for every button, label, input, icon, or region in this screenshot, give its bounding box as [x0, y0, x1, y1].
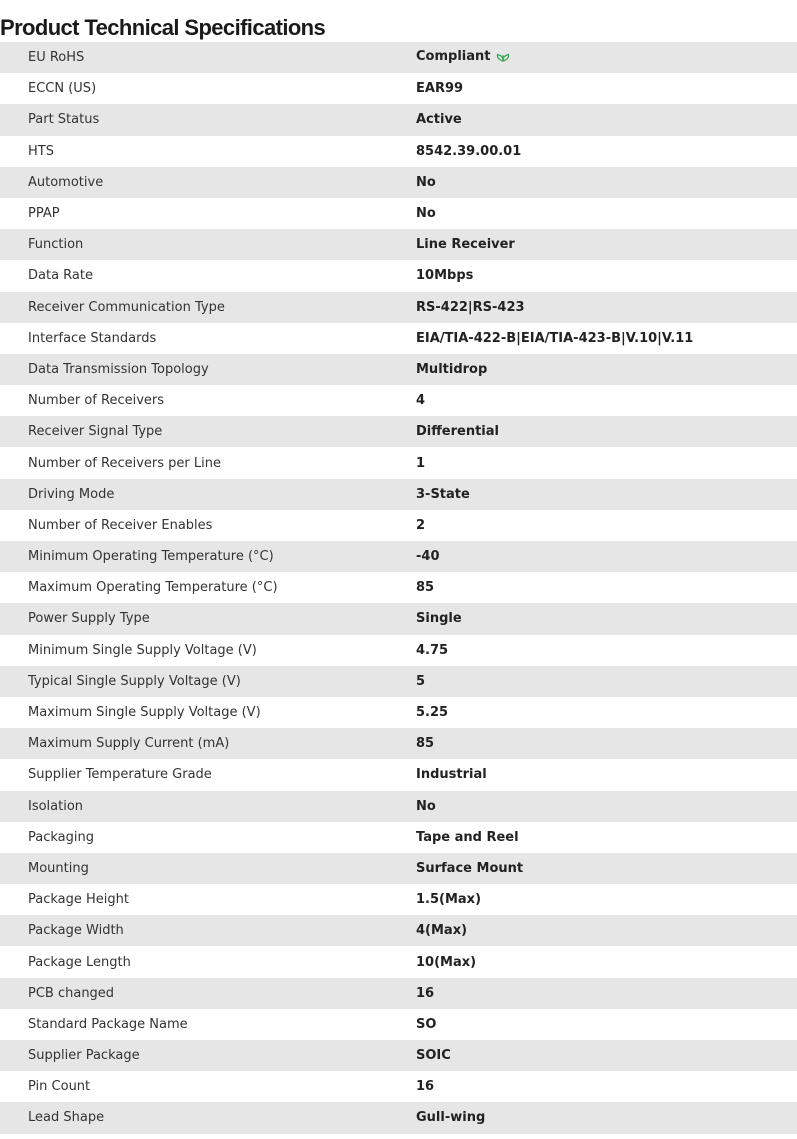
spec-row: [0, 1040, 797, 1071]
spec-value: 10(Max): [416, 954, 477, 970]
spec-label: Receiver Communication Type: [28, 299, 225, 315]
spec-label: Maximum Single Supply Voltage (V): [28, 705, 261, 721]
spec-label: Package Width: [28, 923, 124, 939]
spec-label: Pin Count: [28, 1079, 91, 1095]
spec-label: Number of Receiver Enables: [28, 517, 213, 533]
spec-value-cell: [416, 915, 797, 946]
spec-row: [0, 416, 797, 447]
spec-value-cell: [416, 978, 797, 1009]
spec-value: 2: [416, 517, 426, 533]
spec-row: [0, 198, 797, 229]
spec-value: SO: [416, 1016, 437, 1032]
spec-row: [0, 260, 797, 291]
spec-row: [0, 73, 797, 104]
spec-value: 85: [416, 736, 435, 752]
spec-label: Maximum Supply Current (mA): [28, 736, 230, 752]
spec-value: Single: [416, 611, 462, 627]
spec-row: [0, 479, 797, 510]
spec-label: HTS: [28, 143, 54, 159]
spec-value: 3-State: [416, 486, 470, 502]
spec-value: Active: [416, 112, 462, 128]
spec-row: [0, 323, 797, 354]
spec-row: [0, 136, 797, 167]
spec-label: Maximum Operating Temperature (°C): [28, 580, 278, 596]
spec-value-cell: [416, 73, 797, 104]
spec-value-cell: [416, 572, 797, 603]
spec-value-cell: [416, 728, 797, 759]
spec-label: Supplier Temperature Grade: [28, 767, 212, 783]
spec-value: No: [416, 174, 436, 190]
spec-row: [0, 635, 797, 666]
spec-value-cell: [416, 323, 797, 354]
spec-value: 4.75: [416, 642, 449, 658]
spec-label: Automotive: [28, 174, 104, 190]
page-title: Product Technical Specifications: [0, 14, 326, 40]
spec-label: Function: [28, 237, 84, 253]
spec-value: Gull-wing: [416, 1110, 486, 1126]
spec-row: [0, 229, 797, 260]
spec-row: [0, 385, 797, 416]
spec-label: Minimum Single Supply Voltage (V): [28, 642, 257, 658]
spec-value: Tape and Reel: [416, 829, 519, 845]
spec-value-cell: [416, 1040, 797, 1071]
spec-label: Mounting: [28, 860, 89, 876]
spec-value-cell: [416, 260, 797, 291]
spec-row: [0, 728, 797, 759]
spec-value-cell: [416, 385, 797, 416]
spec-value: 85: [416, 580, 435, 596]
spec-value-cell: [416, 822, 797, 853]
spec-row: [0, 853, 797, 884]
spec-value-cell: [416, 791, 797, 822]
spec-value: Differential: [416, 424, 499, 440]
spec-value: 10Mbps: [416, 268, 474, 284]
spec-row: [0, 1071, 797, 1102]
spec-row: [0, 354, 797, 385]
spec-value-cell: [416, 1009, 797, 1040]
spec-row: [0, 884, 797, 915]
spec-row: [0, 292, 797, 323]
spec-value: 1: [416, 455, 426, 471]
spec-label: Packaging: [28, 829, 94, 845]
spec-label: Minimum Operating Temperature (°C): [28, 549, 274, 565]
spec-table: [0, 42, 797, 1134]
spec-value-cell: [416, 635, 797, 666]
spec-value-cell: [416, 541, 797, 572]
leaf-icon: [496, 50, 510, 66]
spec-value-cell: [416, 42, 797, 73]
spec-value-cell: [416, 666, 797, 697]
spec-value-cell: [416, 1071, 797, 1102]
spec-label: Data Transmission Topology: [28, 361, 209, 377]
spec-value: Compliant: [416, 49, 491, 65]
spec-row: [0, 666, 797, 697]
spec-row: [0, 42, 797, 73]
spec-value: No: [416, 798, 436, 814]
spec-value: Industrial: [416, 767, 487, 783]
spec-label: Lead Shape: [28, 1110, 105, 1126]
spec-label: Receiver Signal Type: [28, 424, 163, 440]
spec-value-cell: [416, 946, 797, 977]
spec-value-cell: [416, 510, 797, 541]
spec-label: Package Height: [28, 892, 129, 908]
spec-label: Data Rate: [28, 268, 93, 284]
spec-value-cell: [416, 416, 797, 447]
spec-value-cell: [416, 104, 797, 135]
spec-value: 4: [416, 393, 426, 409]
spec-label: Part Status: [28, 112, 100, 128]
spec-row: [0, 791, 797, 822]
spec-row: [0, 946, 797, 977]
spec-label: ECCN (US): [28, 81, 97, 97]
spec-row: [0, 978, 797, 1009]
spec-value: -40: [416, 549, 440, 565]
spec-value: 4(Max): [416, 923, 468, 939]
spec-table-body: [0, 42, 797, 1134]
spec-label: Typical Single Supply Voltage (V): [28, 673, 241, 689]
spec-value-cell: [416, 479, 797, 510]
spec-row: [0, 447, 797, 478]
spec-value: 5: [416, 673, 426, 689]
spec-row: [0, 603, 797, 634]
spec-value: 16: [416, 985, 435, 1001]
spec-row: [0, 572, 797, 603]
spec-value-cell: [416, 447, 797, 478]
spec-value-cell: [416, 354, 797, 385]
spec-label: Package Length: [28, 954, 131, 970]
spec-value-cell: [416, 853, 797, 884]
spec-label: PPAP: [28, 206, 60, 222]
spec-value-cell: [416, 697, 797, 728]
spec-value-cell: [416, 603, 797, 634]
spec-value: No: [416, 206, 436, 222]
spec-value-cell: [416, 229, 797, 260]
spec-row: [0, 541, 797, 572]
spec-value-cell: [416, 292, 797, 323]
spec-value-cell: [416, 759, 797, 790]
spec-label: Driving Mode: [28, 486, 115, 502]
spec-label: Isolation: [28, 798, 84, 814]
spec-row: [0, 697, 797, 728]
spec-value: RS-422|RS-423: [416, 299, 525, 315]
spec-label: Standard Package Name: [28, 1016, 188, 1032]
spec-value-cell: [416, 136, 797, 167]
spec-value: Line Receiver: [416, 237, 515, 253]
spec-value: Multidrop: [416, 361, 488, 377]
spec-label: Number of Receivers: [28, 393, 165, 409]
spec-value: EIA/TIA-422-B|EIA/TIA-423-B|V.10|V.11: [416, 330, 694, 346]
spec-value: EAR99: [416, 81, 464, 97]
spec-row: [0, 510, 797, 541]
spec-label: Interface Standards: [28, 330, 157, 346]
spec-label: EU RoHS: [28, 50, 85, 66]
spec-value: 16: [416, 1079, 435, 1095]
spec-value: 5.25: [416, 705, 449, 721]
spec-value: 1.5(Max): [416, 892, 482, 908]
spec-value: Surface Mount: [416, 860, 524, 876]
spec-row: [0, 1009, 797, 1040]
spec-row: [0, 167, 797, 198]
spec-row: [0, 1102, 797, 1133]
spec-row: [0, 822, 797, 853]
spec-value-cell: [416, 167, 797, 198]
spec-value: 8542.39.00.01: [416, 143, 522, 159]
spec-label: Power Supply Type: [28, 611, 150, 627]
spec-label: Supplier Package: [28, 1048, 140, 1064]
spec-label: Number of Receivers per Line: [28, 455, 221, 471]
spec-row: [0, 104, 797, 135]
spec-value-cell: [416, 884, 797, 915]
spec-value-cell: [416, 198, 797, 229]
spec-value-cell: [416, 1102, 797, 1133]
spec-label: PCB changed: [28, 985, 115, 1001]
spec-row: [0, 759, 797, 790]
spec-row: [0, 915, 797, 946]
spec-value: SOIC: [416, 1048, 451, 1064]
